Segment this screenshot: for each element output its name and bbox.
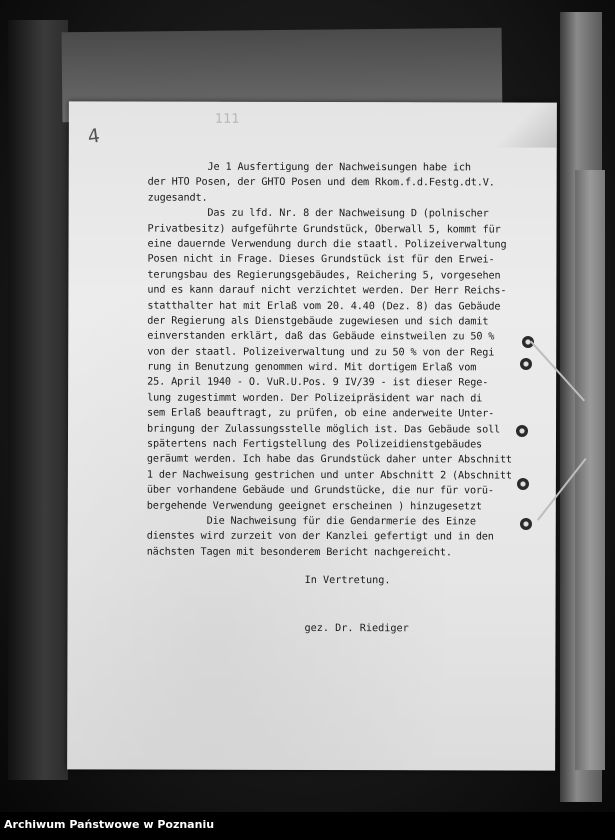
body-text-line: Das zu lfd. Nr. 8 der Nachweisung D (polnischer [147,207,489,220]
body-text-line: zugesandt. [147,192,208,204]
body-text-line: 25. April 1940 - O. VuR.U.Pos. 9 IV/39 - ist dieser Rege- [147,377,489,389]
body-text-line: bergehende Verwendung geeignet erscheinen ) hinzugesetzt [146,500,482,513]
document-page [67,101,557,770]
film-edge-left [8,20,68,780]
body-text-line: der HTO Posen, der GHTO Posen und dem Rkom.f.d.Festg.dt.V. [147,176,495,189]
binding-eyelet [520,518,532,530]
body-text-line: über vorhandene Gebäude und Grundstücke, die nur für vorü- [146,484,494,497]
body-text-line: Posen nicht in Frage. Dieses Grundstück ist für den Erwei- [147,253,495,266]
body-text-line: geräumt werden. Ich habe das Grundstück daher unter Abschnitt [146,453,512,466]
closing-line: In Vertretung. [304,574,391,587]
body-text-line: eine dauernde Verwendung durch die staatl. Polizeiverwaltung [147,238,507,251]
binding-eyelet [520,358,532,370]
binding-eyelet [516,425,528,437]
body-text-line: Privatbesitz) aufgeführte Grundstück, Oberwall 5, kommt für [147,223,501,236]
body-text-line: der Regierung als Dienstgebäude zugewiesen und sich damit [147,315,489,328]
pencil-mark: 111 [214,111,240,127]
body-text-line: rung in Benutzung genommen wird. Mit dortigem Erlaß vom [147,361,477,374]
signature-block [304,540,409,670]
body-text-line: nächsten Tagen mit besonderem Bericht nachgereicht. [146,546,452,559]
signature-line: gez. Dr. Riediger [304,623,409,635]
archive-footer [0,812,615,840]
body-text-line: bringung der Zulassungsstelle möglich ist. Das Gebäude soll [147,423,501,436]
body-text-line: von der staatl. Polizeiverwaltung und zu 50 % von der Regi [147,346,495,359]
body-text-line: spätertens nach Fertigstellung des Polizeidienstgebäudes [146,438,483,451]
body-text-line: dienstes wird zurzeit von der Kanzlei gefertigt und in den [146,530,494,543]
folder-binding-inner [575,170,605,770]
archive-name: Archiwum Państwowe w Poznaniu [4,818,215,831]
body-text-line: sem Erlaß beauftragt, zu prüfen, ob eine anderweite Unter- [147,407,495,420]
body-text-line: statthalter hat mit Erlaß vom 20. 4.40 (Dez. 8) das Gebäude [147,300,501,313]
body-text-line: und es kann darauf nicht verzichtet werden. Der Herr Reichs- [147,284,507,297]
body-text-line: terungsbau des Regierungsgebäudes, Reichering 5, vorgesehen [147,269,501,282]
handwritten-page-number: 4 [86,124,102,149]
document-body [147,160,548,561]
page-corner-fold [497,102,557,147]
binding-eyelet [517,478,529,490]
body-text-line: Die Nachweisung für die Gendarmerie des Einze [146,515,476,528]
body-text-line: 1 der Nachweisung gestrichen und unter Abschnitt 2 (Abschnitt [146,469,512,482]
body-text-line: einverstanden erklärt, daß das Gebäude einstweilen zu 50 % [147,330,495,343]
body-text-line: lung zugestimmt worden. Der Polizeipräsident war nach di [147,392,483,405]
body-text-line: Je 1 Ausfertigung der Nachweisungen habe ich [147,161,471,174]
